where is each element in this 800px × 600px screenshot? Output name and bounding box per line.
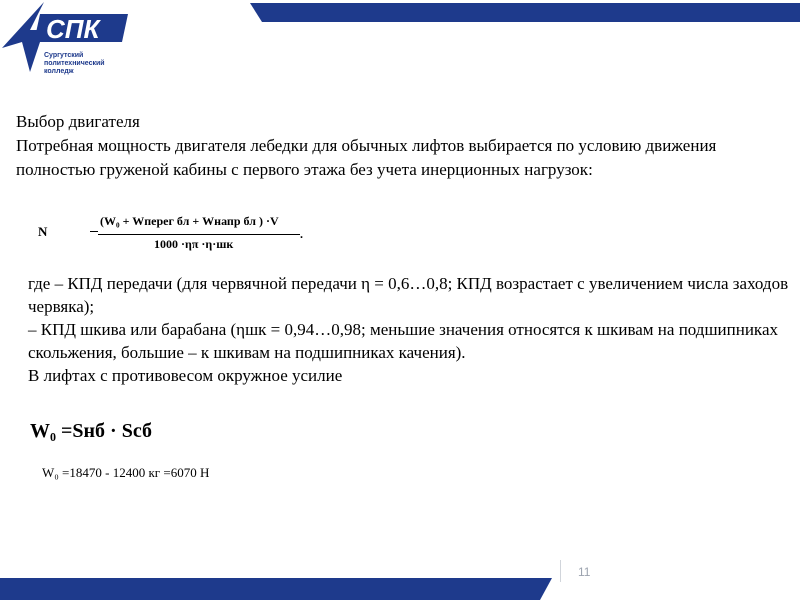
formula-lhs: N (38, 224, 48, 239)
logo-caption (44, 52, 154, 76)
force-formula: W₀ =Sнб · Sсб (30, 420, 152, 442)
where-line: где – КПД передачи (для червячной передачи η = 0,6…0,8; КПД возрастает с увеличением числа заходов червяка); (28, 274, 789, 316)
where-line: В лифтах с противовесом окружное усилие (28, 366, 343, 385)
footer-stripe (0, 578, 540, 600)
main-text (16, 110, 791, 182)
power-formula (36, 210, 303, 255)
logo-caption-line: колледж (44, 68, 74, 75)
header-stripe (262, 3, 800, 22)
formula-numerator: (W₀ + Wперег бл + Wнапр бл ) ·V (100, 214, 279, 228)
logo-caption-line: политехнический (44, 60, 105, 67)
force-value-formula: W₀ =18470 - 12400 кг =6070 Н (42, 465, 210, 480)
college-logo (0, 0, 140, 80)
intro-paragraph: Потребная мощность двигателя лебедки для обычных лифтов выбирается по условию движения полностью груженой кабины с первого этажа без учета инерционных нагрузок: (16, 136, 717, 179)
page-number: 11 (578, 565, 591, 579)
formula-denominator: 1000 ·ηπ ·η·шк (154, 237, 234, 251)
logo-text: СПК (46, 14, 100, 44)
section-title: Выбор двигателя (16, 112, 140, 131)
explanation-text (28, 272, 793, 387)
formula-equals (90, 231, 98, 232)
page-number-divider (560, 560, 561, 582)
formula-tail: . (300, 227, 303, 241)
fraction-bar (98, 234, 300, 235)
where-line: – КПД шкива или барабана (ηшк = 0,94…0,98; меньшие значения относятся к шкивам на подшипниках скольжения, большие – к шкивам на подшипниках качения). (28, 320, 778, 362)
logo-caption-line: Сургутский (44, 52, 84, 59)
